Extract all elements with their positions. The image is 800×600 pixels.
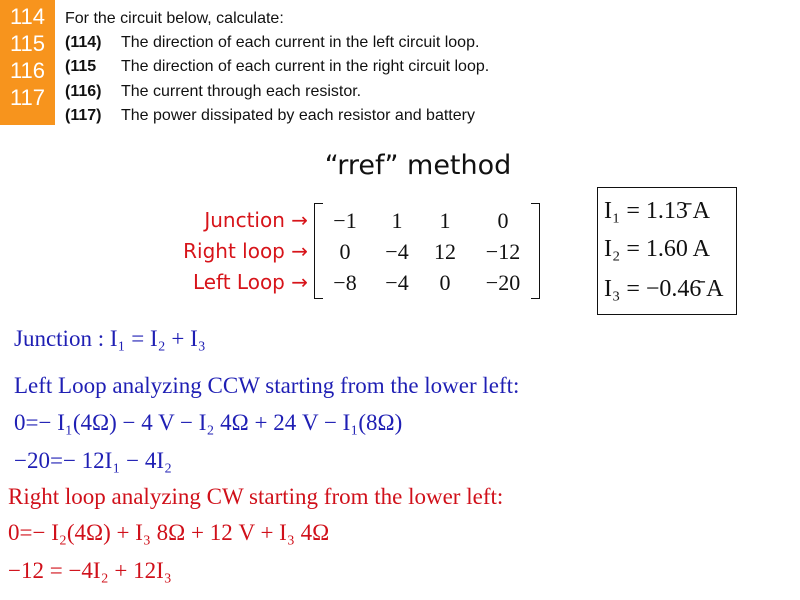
matrix-cell: −20	[485, 270, 521, 295]
matrix-cell: 0	[497, 208, 509, 233]
matrix-right-bracket	[531, 203, 540, 299]
row-label-junction: Junction →	[204, 208, 308, 232]
matrix-cell: 1	[439, 208, 451, 233]
matrix-cell: −4	[385, 239, 409, 264]
problem-number: 116	[9, 58, 46, 83]
matrix-cell: −12	[485, 239, 521, 264]
question	[65, 58, 489, 76]
answer-i3: I₃ = −0.46̄ A	[604, 276, 724, 302]
matrix-cell: −1	[333, 208, 357, 233]
question-text: The direction of each current in the right circuit loop.	[121, 58, 490, 75]
right-loop-equation-1: 0=− I₂(4Ω) + I₃ 8Ω + 12 V + I₃ 4Ω	[8, 520, 330, 545]
question-text: The direction of each current in the left circuit loop.	[121, 34, 480, 51]
answer-i1: I₁ = 1.13̄ A	[604, 198, 710, 224]
question-number: (116)	[65, 83, 102, 100]
row-label-left-loop: Left Loop →	[192, 270, 308, 294]
problem-number: 114	[9, 4, 46, 29]
question-number: (114)	[65, 34, 102, 51]
row-label-right-loop: Right loop →	[183, 239, 308, 263]
answer-box	[597, 187, 737, 315]
question-number: (117)	[65, 107, 102, 124]
question-number: (115	[65, 58, 97, 75]
question	[65, 83, 361, 101]
question-text: The power dissipated by each resistor and battery	[121, 107, 475, 124]
matrix-cell: 1	[391, 208, 403, 233]
method-title: “rref” method	[324, 150, 512, 181]
junction-equation: Junction : I₁ = I₂ + I₃	[14, 326, 206, 351]
intro-text: For the circuit below, calculate:	[65, 10, 284, 27]
question	[65, 34, 479, 52]
matrix-cell: 12	[434, 239, 456, 264]
left-loop-equation-2: −20=− 12I₁ − 4I₂	[14, 448, 172, 473]
matrix-cell: 0	[339, 239, 351, 264]
left-loop-heading: Left Loop analyzing CCW starting from the lower left:	[14, 373, 520, 398]
question-text: The current through each resistor.	[121, 83, 362, 100]
right-loop-equation-2: −12 = −4I₂ + 12I₃	[8, 558, 172, 583]
answer-i2: I₂ = 1.60 A	[604, 236, 710, 262]
left-loop-equation-1: 0=− I₁(4Ω) − 4 V − I₂ 4Ω + 24 V − I₁(8Ω)	[14, 410, 403, 435]
problem-number: 115	[9, 31, 46, 56]
problem-number-badge	[0, 0, 55, 125]
matrix-cell: −4	[385, 270, 409, 295]
problem-number: 117	[9, 85, 46, 110]
matrix-cell: −8	[333, 270, 357, 295]
question	[65, 107, 475, 125]
matrix-cell: 0	[439, 270, 451, 295]
right-loop-heading: Right loop analyzing CW starting from the lower left:	[8, 484, 504, 509]
